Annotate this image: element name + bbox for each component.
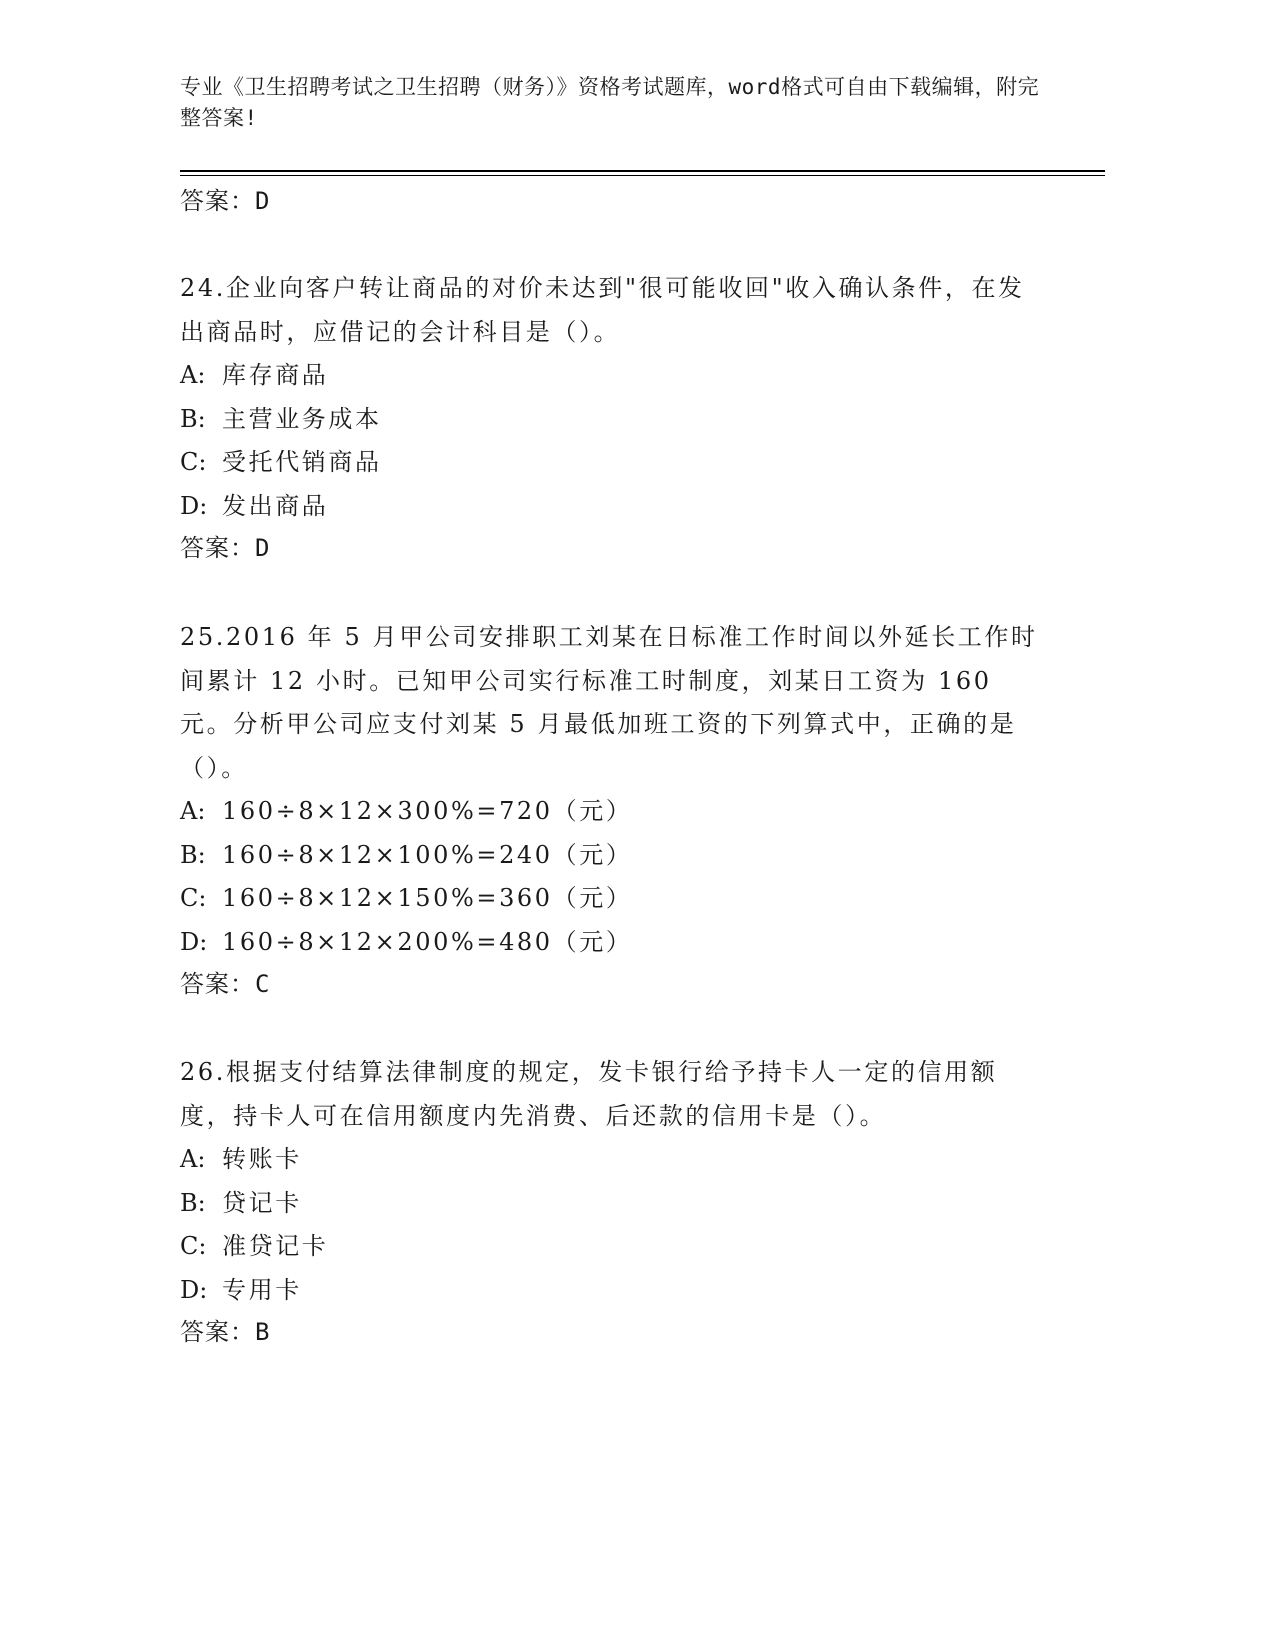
option-letter: B: — [180, 1188, 206, 1217]
answer — [180, 1317, 1040, 1347]
option-text: 发出商品 — [222, 491, 329, 520]
option-letter: D: — [180, 1275, 208, 1304]
answer-label: 答案： — [180, 1318, 255, 1346]
header-rule-thin — [180, 175, 1105, 176]
option-c — [180, 441, 1040, 485]
question-26 — [180, 1051, 1040, 1347]
option-c — [180, 877, 1040, 921]
option-letter: D: — [180, 927, 208, 956]
option-letter: C: — [180, 1232, 207, 1260]
option-letter: C: — [180, 884, 207, 912]
option-text: 160÷8×12×150%=360（元） — [222, 884, 633, 912]
answer-value: D — [255, 534, 271, 562]
question-text: 根据支付结算法律制度的规定，发卡银行给予持卡人一定的信用额度，持卡人可在信用额度内先消费、后还款的信用卡是（）。 — [180, 1058, 998, 1130]
option-d — [180, 485, 1040, 529]
option-a — [180, 790, 1040, 834]
option-d — [180, 1269, 1040, 1313]
question-number: 25. — [180, 623, 226, 651]
question-number: 24. — [180, 274, 226, 302]
option-text: 转账卡 — [222, 1145, 302, 1173]
previous-answer — [180, 186, 1040, 216]
option-a — [180, 1138, 1040, 1182]
option-letter: B: — [180, 840, 206, 869]
question-24 — [180, 267, 1040, 563]
option-text: 专用卡 — [222, 1275, 302, 1304]
option-text: 库存商品 — [222, 361, 329, 389]
question-stem — [180, 1051, 1040, 1138]
option-a — [180, 354, 1040, 398]
option-letter: D: — [180, 491, 208, 520]
question-text: 企业向客户转让商品的对价未达到"很可能收回"收入确认条件，在发出商品时，应借记的会计科目是（）。 — [180, 274, 1025, 346]
option-text: 160÷8×12×200%=480（元） — [222, 927, 633, 956]
answer — [180, 969, 1040, 999]
answer-label: 答案： — [180, 187, 255, 215]
answer-label: 答案： — [180, 534, 255, 562]
option-text: 贷记卡 — [222, 1188, 302, 1217]
question-25 — [180, 616, 1040, 999]
option-letter: A: — [180, 797, 206, 825]
option-text: 准贷记卡 — [222, 1232, 329, 1260]
question-text: 2016 年 5 月甲公司安排职工刘某在日标准工作时间以外延长工作时间累计 12 小时。已知甲公司实行标准工时制度，刘某日工资为 160 元。分析甲公司应支付刘某 5 月最低加班工资的下列算式中，正确的是（）。 — [180, 623, 1038, 782]
page-header: 专业《卫生招聘考试之卫生招聘（财务）》资格考试题库，word格式可自由下载编辑，附完整答案! — [180, 75, 1040, 130]
answer-value: C — [255, 970, 271, 998]
option-text: 160÷8×12×100%=240（元） — [222, 840, 633, 869]
option-text: 主营业务成本 — [222, 404, 382, 433]
option-d — [180, 921, 1040, 965]
option-letter: B: — [180, 404, 206, 433]
option-b — [180, 1182, 1040, 1226]
option-b — [180, 834, 1040, 878]
answer — [180, 533, 1040, 563]
question-stem — [180, 616, 1040, 790]
option-letter: C: — [180, 448, 207, 476]
option-b — [180, 398, 1040, 442]
option-text: 受托代销商品 — [222, 448, 382, 476]
option-c — [180, 1225, 1040, 1269]
option-letter: A: — [180, 1145, 206, 1173]
option-text: 160÷8×12×300%=720（元） — [222, 797, 633, 825]
header-rule — [180, 170, 1105, 172]
question-number: 26. — [180, 1058, 226, 1086]
answer-value: B — [255, 1318, 271, 1346]
question-stem — [180, 267, 1040, 354]
answer-label: 答案： — [180, 970, 255, 998]
option-letter: A: — [180, 361, 206, 389]
answer-value: D — [255, 187, 271, 215]
